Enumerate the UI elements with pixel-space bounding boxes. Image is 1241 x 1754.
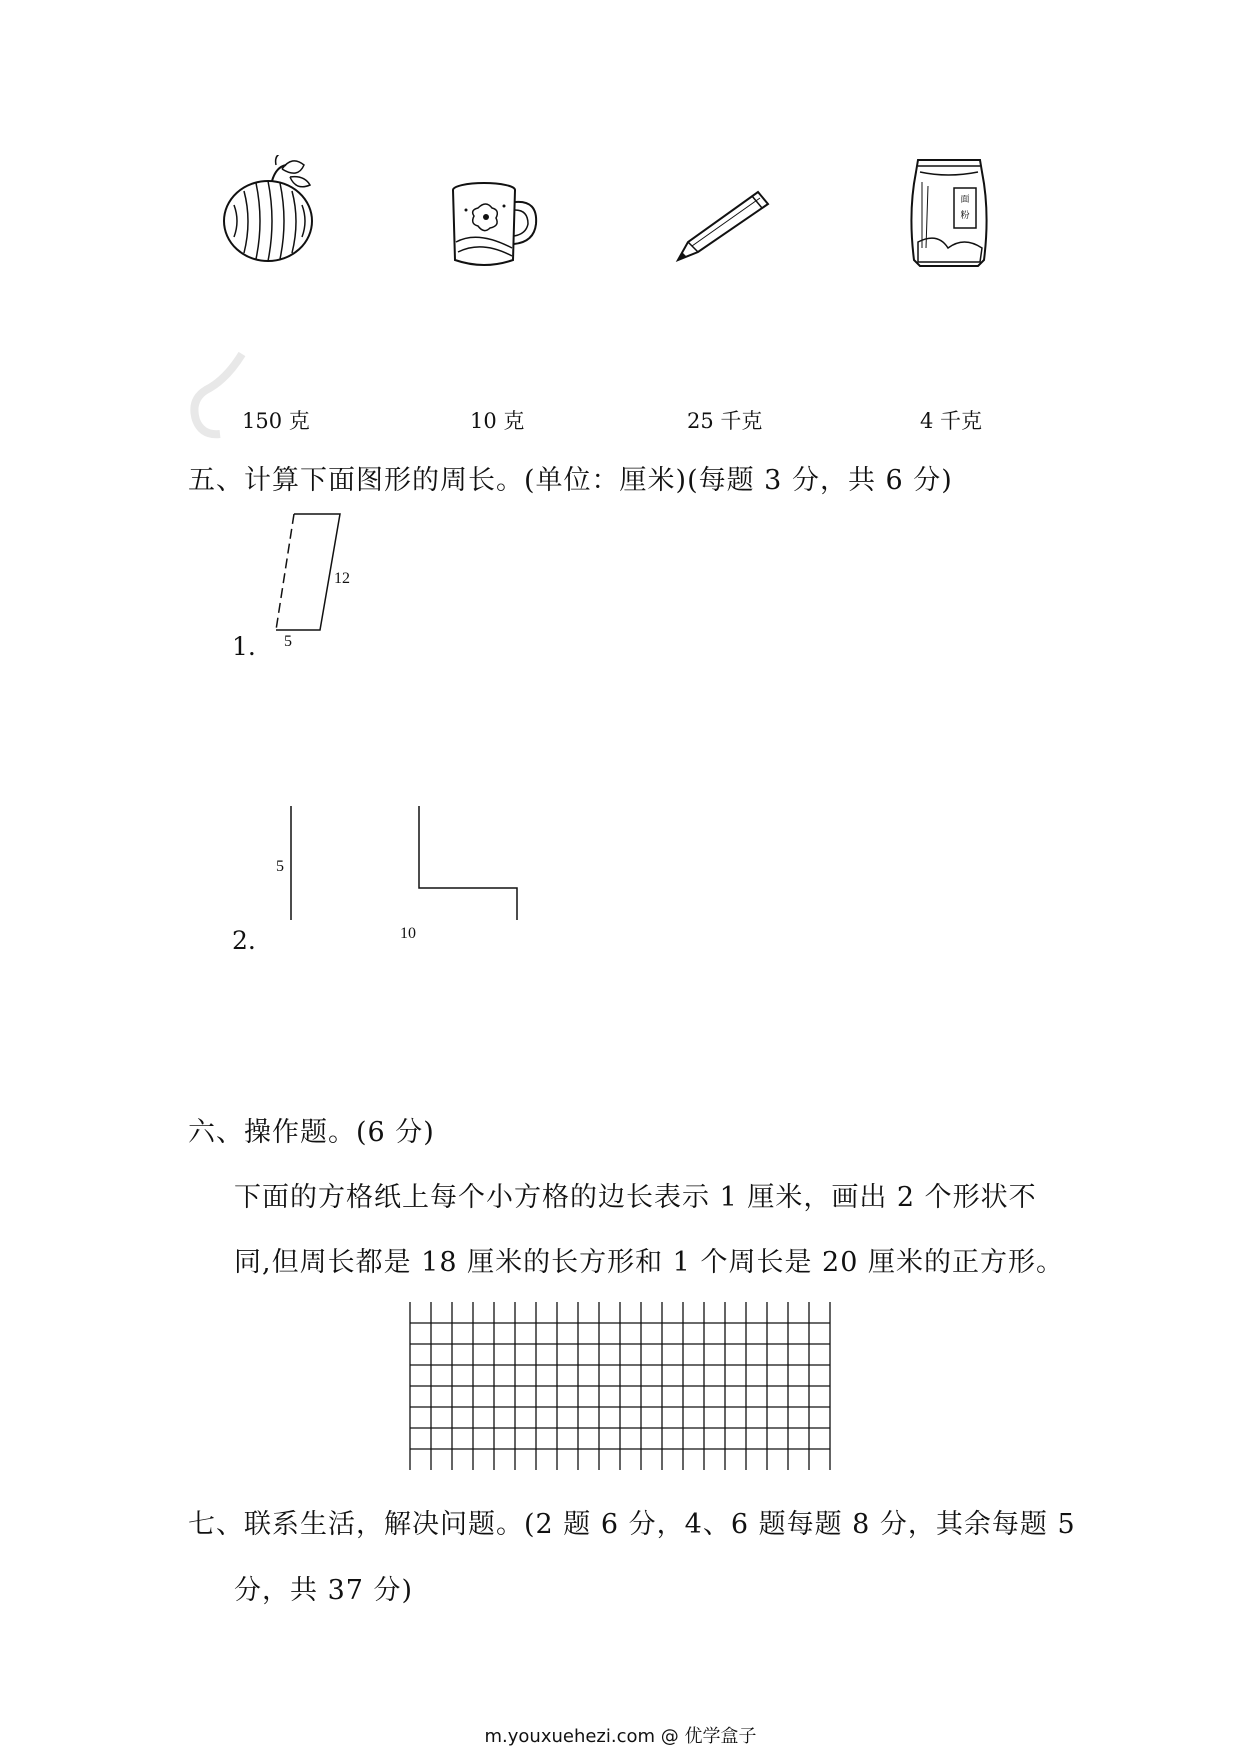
section6-instruction-line1: 下面的方格纸上每个小方格的边长表示 1 厘米，画出 2 个形状不 [234, 1182, 1037, 1213]
weight-label-mug: 10 克 [470, 409, 525, 433]
pencil-image [672, 188, 772, 264]
square-grid-paper[interactable] [408, 1300, 832, 1472]
parallelogram-figure [272, 510, 342, 638]
section5-heading: 五、计算下面图形的周长。(单位：厘米)(每题 3 分，共 6 分) [188, 465, 953, 496]
q2-height-label: 5 [276, 858, 284, 875]
mug-image [448, 180, 540, 270]
q1-number: 1. [232, 632, 256, 661]
weight-label-pencil: 25 千克 [687, 409, 763, 433]
watermelon-image [220, 155, 330, 270]
weight-label-watermelon: 150 克 [242, 409, 310, 433]
section6-heading: 六、操作题。(6 分) [188, 1117, 435, 1148]
staircase-figure [286, 804, 526, 922]
q2-width-label: 10 [400, 925, 416, 942]
section7-heading-line1: 七、联系生活，解决问题。(2 题 6 分，4、6 题每题 8 分，其余每题 5 [188, 1509, 1076, 1540]
section6-instruction-line2: 同,但周长都是 18 厘米的长方形和 1 个周长是 20 厘米的正方形。 [234, 1247, 1064, 1278]
q2-number: 2. [232, 926, 256, 955]
flour-bag-image [908, 152, 990, 270]
q1-base-label: 5 [284, 633, 292, 650]
q1-side-label: 12 [334, 570, 350, 587]
bag-label-bottom: 粉 [960, 211, 970, 221]
weight-label-flour-bag: 4 千克 [920, 409, 983, 433]
bag-label-top: 面 [960, 195, 970, 205]
section7-heading-line2: 分，共 37 分) [234, 1575, 414, 1606]
footer-source: m.youxuehezi.com @ 优学盒子 [484, 1726, 757, 1747]
